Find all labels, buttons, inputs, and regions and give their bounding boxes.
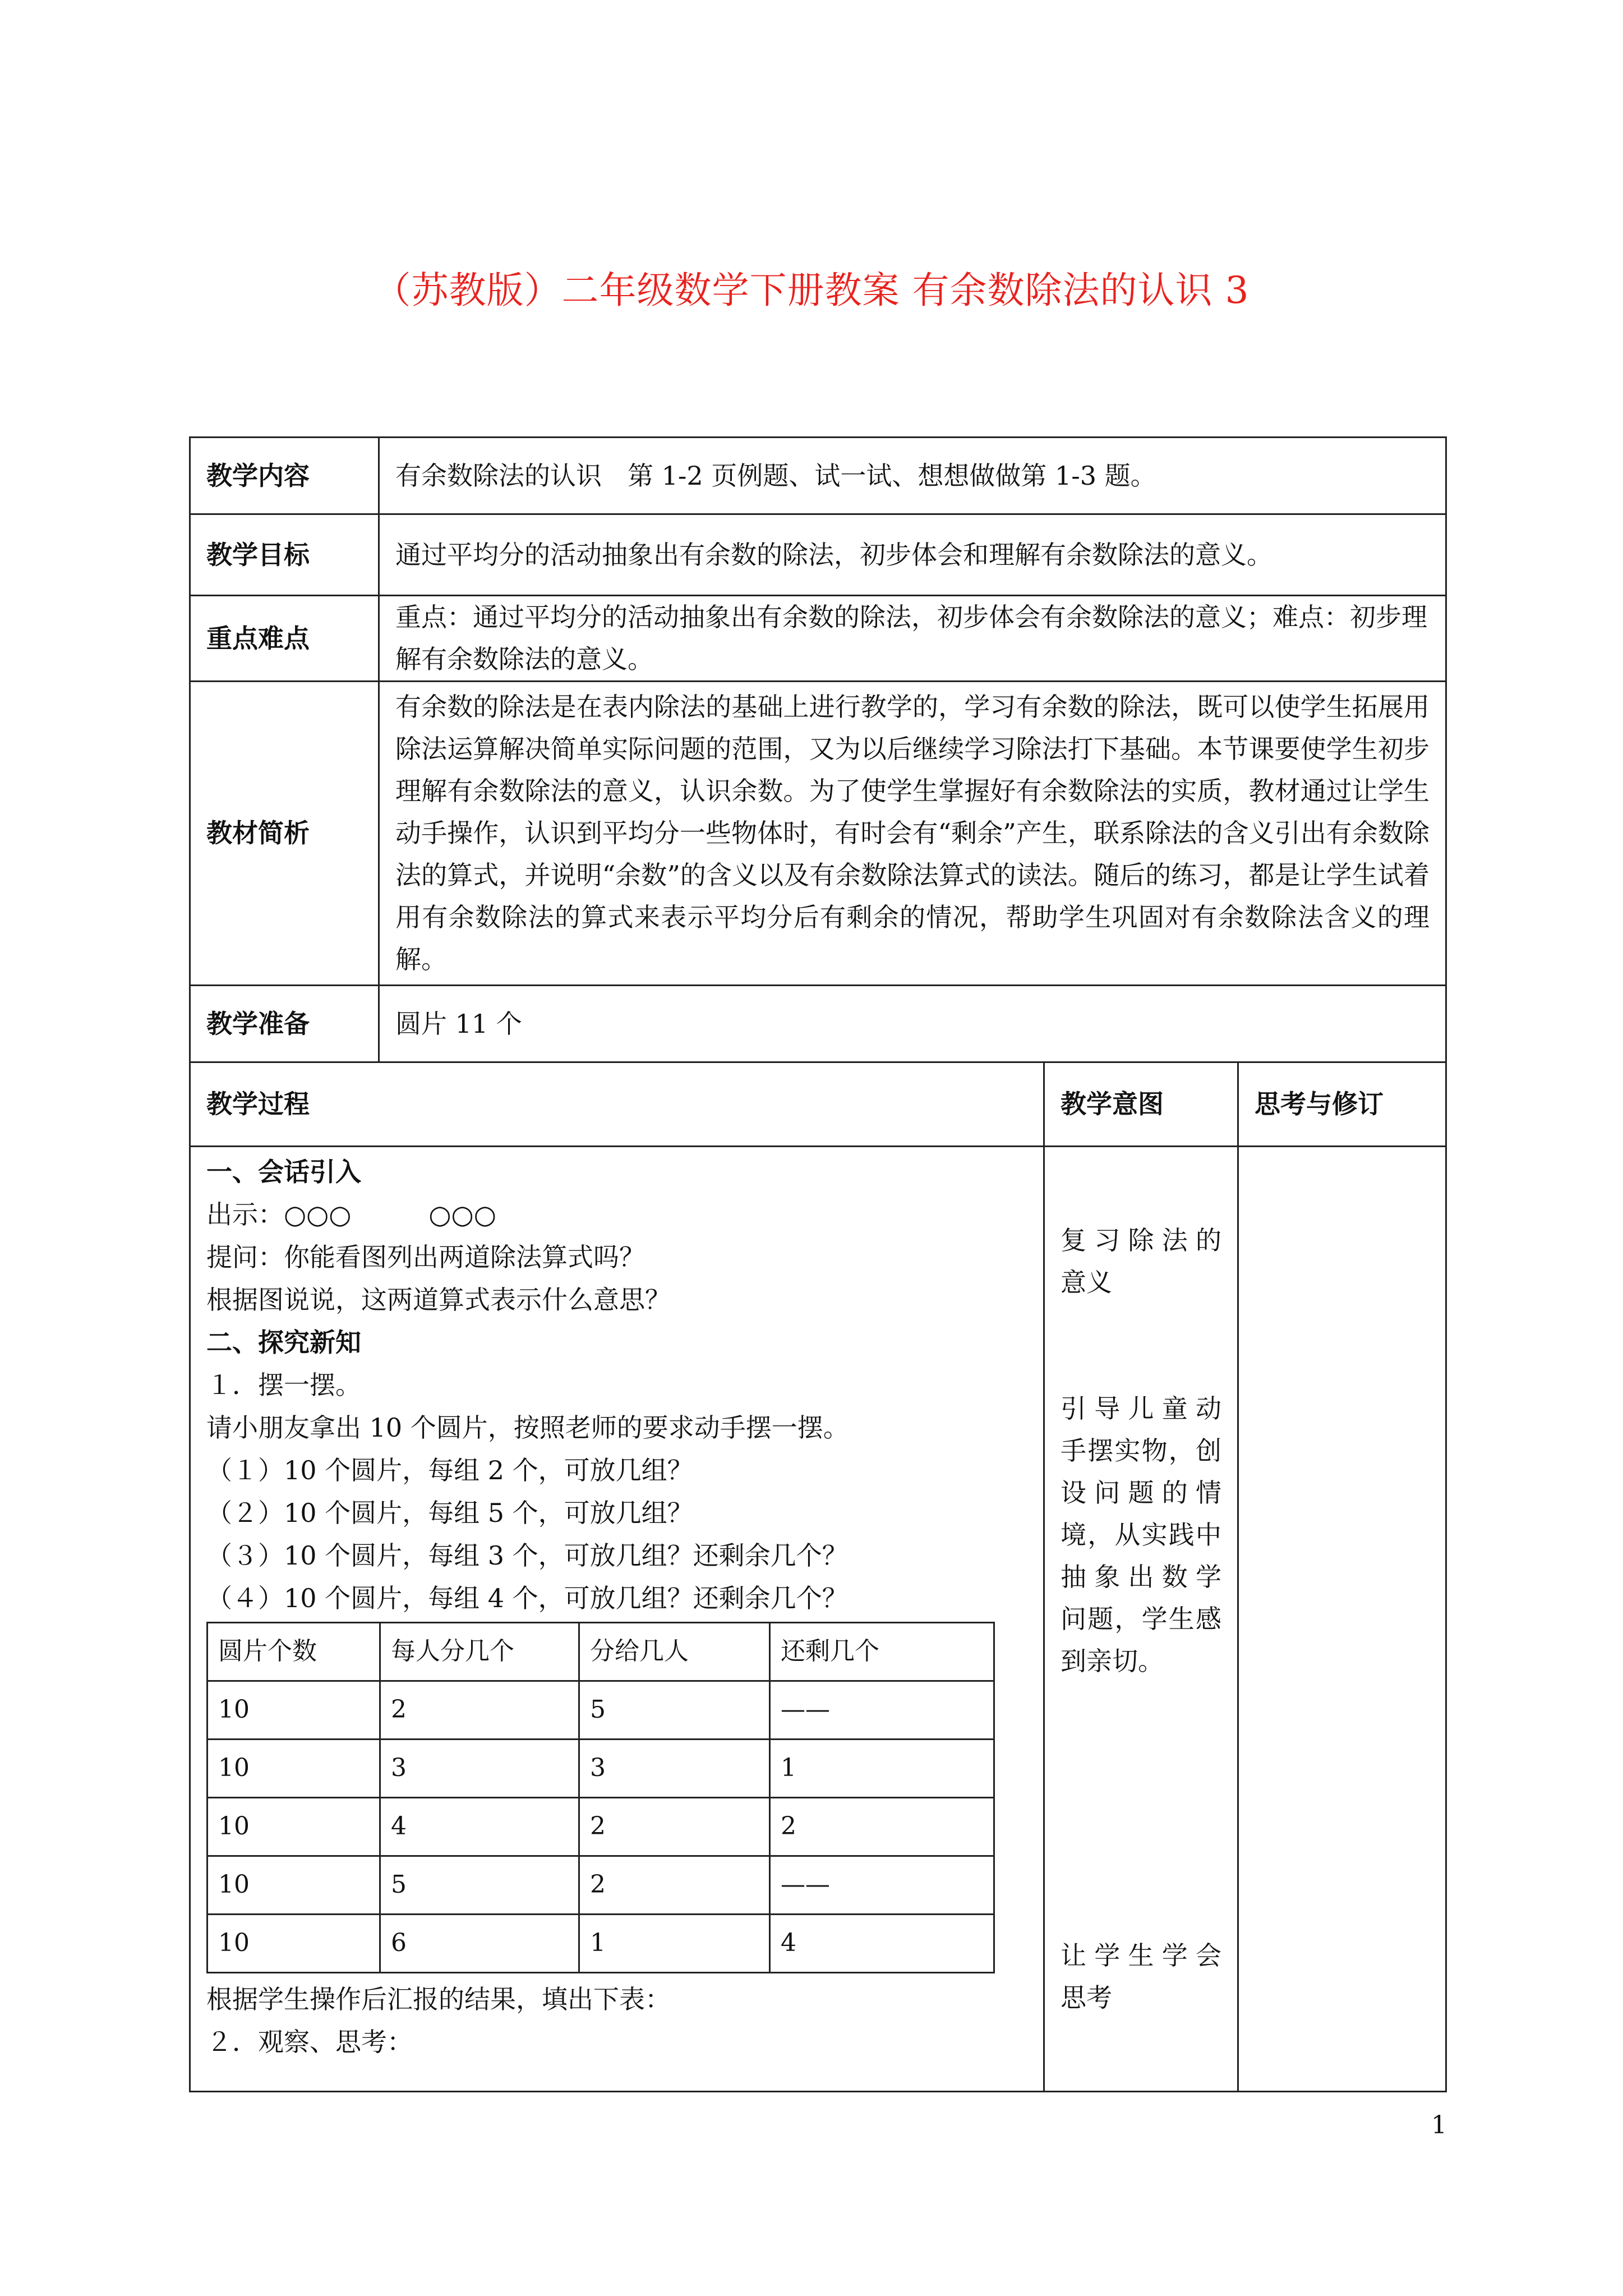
page-title: （苏教版）二年级数学下册教案 有余数除法的认识 3	[374, 269, 1249, 312]
value-content: 有余数除法的认识 第 1-2 页例题、试一试、想想做做第 1-3 题。	[379, 438, 1446, 514]
label-key: 重点难点	[190, 596, 379, 682]
value-prep: 圆片 11 个	[379, 986, 1446, 1062]
header-process: 教学过程	[190, 1062, 1044, 1147]
result-table	[206, 1622, 995, 1973]
process-line: （３）10 个圆片，每组 3 个，可放几组？还剩余几个？	[206, 1540, 848, 1571]
process-line: （４）10 个圆片，每组 4 个，可放几组？还剩余几个？	[206, 1583, 848, 1613]
intent-line: 设问题的情	[1061, 1477, 1221, 1508]
column-header: 圆片个数	[208, 1623, 380, 1681]
row-material	[190, 682, 1446, 986]
page-number: 1	[1431, 2111, 1447, 2139]
intent-cell	[1044, 1147, 1238, 2092]
process-line: 提问：你能看图列出两道除法算式吗？	[206, 1242, 645, 1272]
label-prep: 教学准备	[190, 986, 379, 1062]
reflect-cell	[1238, 1147, 1446, 2092]
table-row	[208, 1740, 994, 1798]
table-cell: 10	[208, 1915, 380, 1973]
process-line: （２）10 个圆片，每组 5 个，可放几组？	[206, 1498, 693, 1528]
process-line: 出示：○○○ ○○○	[206, 1199, 496, 1230]
row-key	[190, 596, 1446, 682]
process-line: （１）10 个圆片，每组 2 个，可放几组？	[206, 1455, 693, 1485]
process-line: ２．观察、思考：	[206, 2027, 413, 2057]
row-content	[190, 438, 1446, 514]
table-cell: 5	[579, 1681, 770, 1740]
intent-line: 问题，学生感	[1061, 1603, 1221, 1634]
process-line: 根据图说说，这两道算式表示什么意思？	[206, 1285, 671, 1315]
process-line: １．摆一摆。	[206, 1370, 361, 1400]
table-cell: 3	[380, 1740, 579, 1798]
intent-line: 让学生学会	[1061, 1940, 1221, 1971]
intent-line: 引导儿童动	[1061, 1393, 1221, 1424]
value-key: 重点：通过平均分的活动抽象出有余数的除法，初步体会有余数除法的意义；难点：初步理解有余数除法的意义。	[379, 596, 1446, 682]
intent-line: 境，从实践中	[1061, 1519, 1221, 1550]
table-row	[208, 1915, 994, 1973]
table-cell: 3	[579, 1740, 770, 1798]
intent-line: 复习除法的	[1061, 1225, 1221, 1255]
column-header: 还剩几个	[770, 1623, 994, 1681]
process-line: 请小朋友拿出 10 个圆片，按照老师的要求动手摆一摆。	[206, 1412, 849, 1443]
intent-line: 手摆实物，创	[1061, 1435, 1221, 1466]
table-cell: 2	[579, 1856, 770, 1915]
label-goal: 教学目标	[190, 514, 379, 596]
lesson-plan-table	[189, 436, 1447, 2092]
table-cell: 2	[579, 1798, 770, 1856]
section-intro-heading: 一、会话引入	[206, 1157, 361, 1187]
table-row	[208, 1798, 994, 1856]
table-cell: 10	[208, 1740, 380, 1798]
row-prep	[190, 986, 1446, 1062]
table-cell: 10	[208, 1798, 380, 1856]
table-cell: 5	[380, 1856, 579, 1915]
label-content: 教学内容	[190, 438, 379, 514]
process-line: 根据学生操作后汇报的结果，填出下表：	[206, 1984, 671, 2014]
label-material: 教材简析	[190, 682, 379, 986]
table-cell: 2	[770, 1798, 994, 1856]
value-goal: 通过平均分的活动抽象出有余数的除法，初步体会和理解有余数除法的意义。	[379, 514, 1446, 596]
header-reflect: 思考与修订	[1238, 1062, 1446, 1147]
row-process	[190, 1147, 1446, 2092]
process-cell	[190, 1147, 1044, 2092]
table-cell: ——	[770, 1856, 994, 1915]
header-intent: 教学意图	[1044, 1062, 1238, 1147]
table-cell: 10	[208, 1681, 380, 1740]
intent-line: 抽象出数学	[1061, 1561, 1221, 1592]
intent-line: 意义	[1061, 1267, 1112, 1297]
table-cell: 2	[380, 1681, 579, 1740]
table-cell: 1	[770, 1740, 994, 1798]
intent-line: 思考	[1061, 1982, 1112, 2013]
table-cell: 6	[380, 1915, 579, 1973]
column-header: 分给几人	[579, 1623, 770, 1681]
value-material: 有余数的除法是在表内除法的基础上进行教学的，学习有余数的除法，既可以使学生拓展用除法运算解决简单实际问题的范围，又为以后继续学习除法打下基础。本节课要使学生初步理解有余数除法的意义，认识余数。为了使学生掌握好有余数除法的实质，教材通过让学生动手操作，认识到平均分一些物体时，有时会有“剩余”产生，联系除法的含义引出有余数除法的算式，并说明“余数”的含义以及有余数除法算式的读法。随后的练习，都是让学生试着用有余数除法的算式来表示平均分后有剩余的情况，帮助学生巩固对有余数除法含义的理解。	[379, 682, 1446, 986]
table-cell: 4	[380, 1798, 579, 1856]
table-cell: 10	[208, 1856, 380, 1915]
table-row	[208, 1681, 994, 1740]
column-header: 每人分几个	[380, 1623, 579, 1681]
row-goal	[190, 514, 1446, 596]
table-cell: ——	[770, 1681, 994, 1740]
table-cell: 4	[770, 1915, 994, 1973]
section-explore-heading: 二、探究新知	[206, 1327, 361, 1358]
table-cell: 1	[579, 1915, 770, 1973]
table-row	[208, 1856, 994, 1915]
intent-line: 到亲切。	[1061, 1645, 1164, 1676]
row-process-header	[190, 1062, 1446, 1147]
result-table-header	[208, 1623, 994, 1681]
